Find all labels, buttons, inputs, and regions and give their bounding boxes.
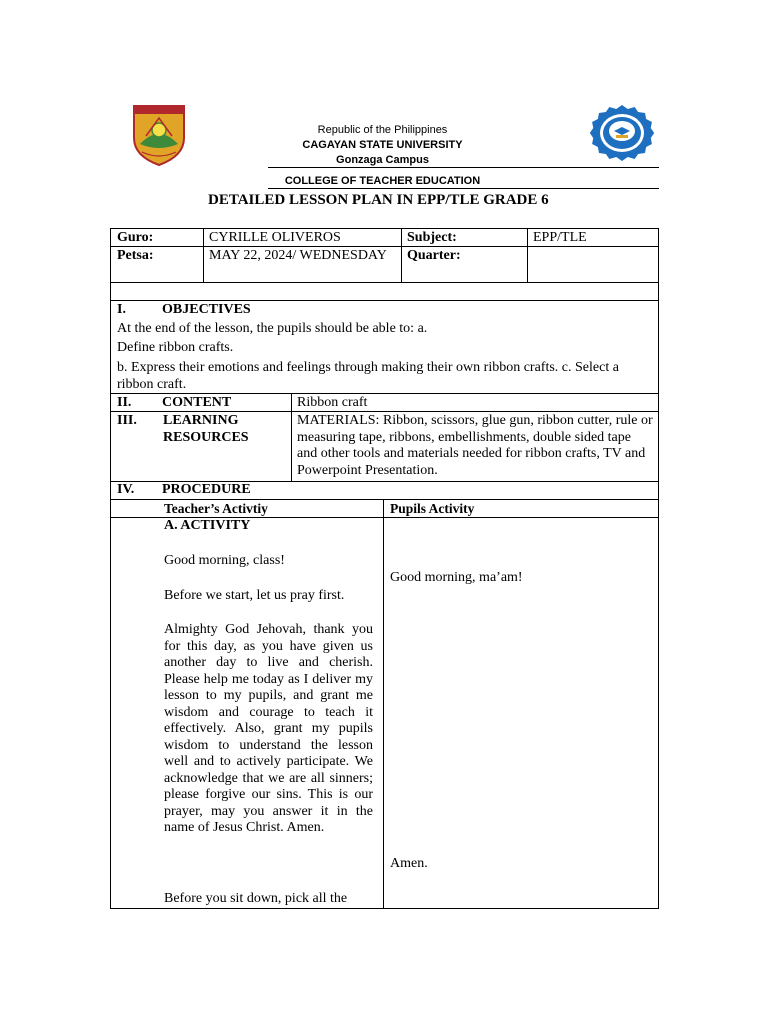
pupils-activity-header: Pupils Activity (390, 501, 475, 516)
subject-label: Subject: (407, 230, 457, 245)
objectives-line-2: Define ribbon crafts. (117, 340, 234, 355)
objectives-line-1: At the end of the lesson, the pupils should be able to: a. (117, 321, 428, 336)
objectives-heading (117, 302, 251, 319)
header-university: CAGAYAN STATE UNIVERSITY (302, 139, 463, 151)
college-seal-icon (588, 104, 656, 162)
objectives-num: I. (117, 302, 126, 317)
guro-value: CYRILLE OLIVEROS (209, 230, 341, 245)
university-logo-icon (132, 104, 186, 166)
petsa-value: MAY 22, 2024/ WEDNESDAY (209, 248, 387, 263)
content-value: Ribbon craft (297, 395, 368, 410)
seal-text: GSB (615, 153, 629, 159)
resources-heading: LEARNING RESOURCES (163, 413, 249, 445)
objectives-divider (110, 393, 659, 394)
teacher-greeting: Good morning, class! (164, 553, 285, 568)
teacher-activity-header: Teacher’s Activtiy (164, 501, 268, 516)
content-divider (110, 411, 659, 412)
procedure-divider (110, 499, 659, 500)
teacher-pray: Before we start, let us pray first. (164, 588, 345, 603)
info-col-divider-2 (401, 228, 402, 283)
content-col-divider (291, 393, 292, 482)
quarter-label: Quarter: (407, 248, 461, 263)
procedure-title: PROCEDURE (162, 482, 251, 497)
activity-heading: A. ACTIVITY (164, 518, 251, 533)
resources-value: MATERIALS: Ribbon, scissors, glue gun, ribbon cutter, rule or measuring tape, ribbons, embellishments, double sided tape and other tools and materials needed for ribbon crafts, TV and Powerpoint Presentation. (297, 413, 653, 478)
resources-num: III. (117, 413, 137, 428)
pupil-amen: Amen. (390, 856, 428, 871)
pupil-greeting: Good morning, ma’am! (390, 570, 523, 585)
content-title: CONTENT (162, 395, 232, 410)
procedure-heading (117, 482, 251, 499)
header-republic: Republic of the Philippines (317, 124, 448, 136)
objectives-line-3: b. Express their emotions and feelings through making their own ribbon crafts. c. Select a ribbon craft. (117, 360, 619, 392)
guro-label: Guro: (117, 230, 154, 245)
header-rule-bottom (268, 188, 659, 189)
info-col-divider-1 (203, 228, 204, 283)
petsa-label: Petsa: (117, 248, 154, 263)
procedure-num: IV. (117, 482, 135, 497)
teacher-sit: Before you sit down, pick all the (164, 891, 348, 906)
document-title: DETAILED LESSON PLAN IN EPP/TLE GRADE 6 (208, 192, 549, 208)
procedure-col-divider (383, 499, 384, 909)
info-col-divider-3 (527, 228, 528, 283)
objectives-title: OBJECTIVES (162, 302, 251, 317)
content-heading (117, 395, 231, 412)
header-college: COLLEGE OF TEACHER EDUCATION (284, 175, 481, 187)
header-campus: Gonzaga Campus (336, 154, 429, 166)
header-rule-top (268, 167, 659, 168)
subject-value: EPP/TLE (533, 230, 587, 245)
content-num: II. (117, 395, 132, 410)
teacher-prayer: Almighty God Jehovah, thank you for this day, as you have given us another day to live and cherish. Please help me today as I deliver my lesson to my pupils, and grant me wisdom and courage to teach it effectively. Also, grant my pupils wisdom to understand the lesson well and to actively participate. We acknowledge that we are all sinners; please forgive our sins. This is our prayer, may you answer it in the name of Jesus Christ. Amen. (164, 622, 373, 835)
spacer-row (110, 282, 659, 301)
